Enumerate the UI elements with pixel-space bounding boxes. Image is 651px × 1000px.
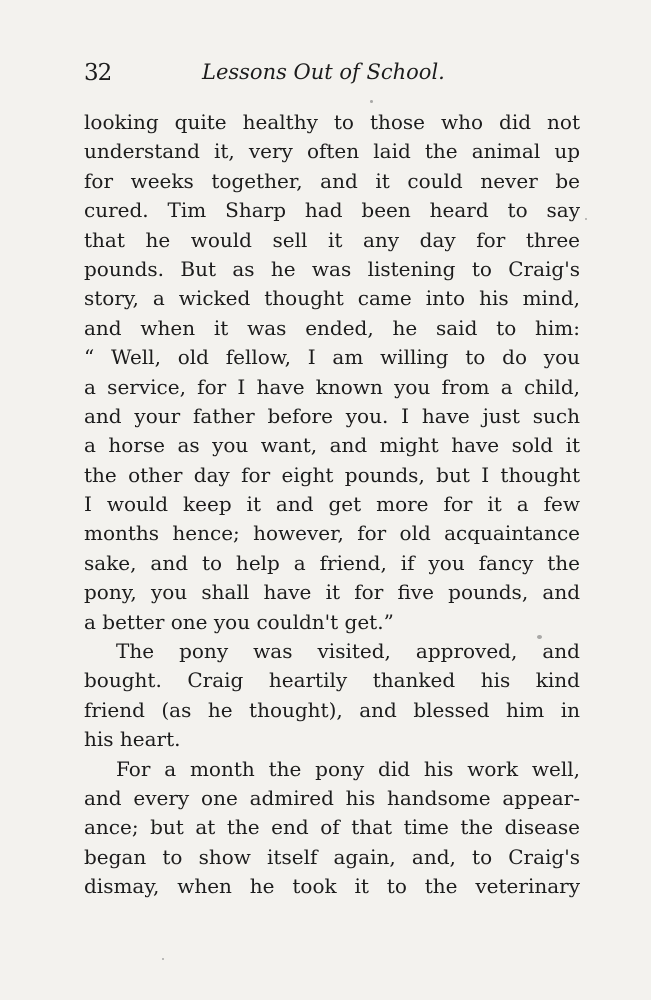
text-line: cured. Tim Sharp had been heard to say — [84, 198, 580, 223]
text-line: his heart. — [84, 727, 181, 752]
text-line: For a month the pony did his work well, — [116, 756, 580, 781]
running-title: Lessons Out of School. — [202, 60, 445, 84]
body-text — [84, 108, 580, 902]
text-line: a service, for I have known you from a child, — [84, 374, 580, 399]
text-line: a better one you couldn't get.” — [84, 609, 394, 634]
text-line: the other day for eight pounds, but I thought — [84, 462, 580, 487]
page-number: 32 — [84, 60, 112, 86]
print-speck — [585, 218, 587, 220]
print-speck — [162, 958, 164, 960]
text-line: The pony was visited, approved, and — [116, 639, 580, 664]
text-line: looking quite healthy to those who did not — [84, 110, 580, 134]
text-line: pony, you shall have it for five pounds, and — [84, 580, 580, 605]
text-line: “ Well, old fellow, I am willing to do you — [84, 345, 580, 370]
text-line: for weeks together, and it could never be — [84, 168, 580, 193]
text-line: understand it, very often laid the animal up — [84, 139, 580, 164]
text-line: that he would sell it any day for three — [84, 227, 580, 252]
text-line: I would keep it and get more for it a few — [84, 492, 580, 517]
text-line: and when it was ended, he said to him: — [84, 315, 580, 340]
text-line: pounds. But as he was listening to Craig's — [84, 256, 580, 281]
text-line: a horse as you want, and might have sold it — [84, 433, 580, 458]
print-speck — [537, 635, 542, 639]
text-line: and your father before you. I have just such — [84, 403, 580, 428]
text-line: story, a wicked thought came into his mind, — [84, 286, 580, 311]
text-line: friend (as he thought), and blessed him in — [84, 697, 580, 722]
print-speck — [370, 100, 373, 103]
text-line: dismay, when he took it to the veterinary — [84, 874, 580, 899]
page-header — [84, 60, 580, 94]
text-line: began to show itself again, and, to Craig's — [84, 844, 580, 869]
text-line: sake, and to help a friend, if you fancy the — [84, 550, 580, 575]
text-line: bought. Craig heartily thanked his kind — [84, 668, 580, 693]
text-line: months hence; however, for old acquaintance — [84, 521, 580, 546]
text-line: ance; but at the end of that time the disease — [84, 815, 580, 840]
text-line: and every one admired his handsome appear- — [84, 785, 580, 810]
